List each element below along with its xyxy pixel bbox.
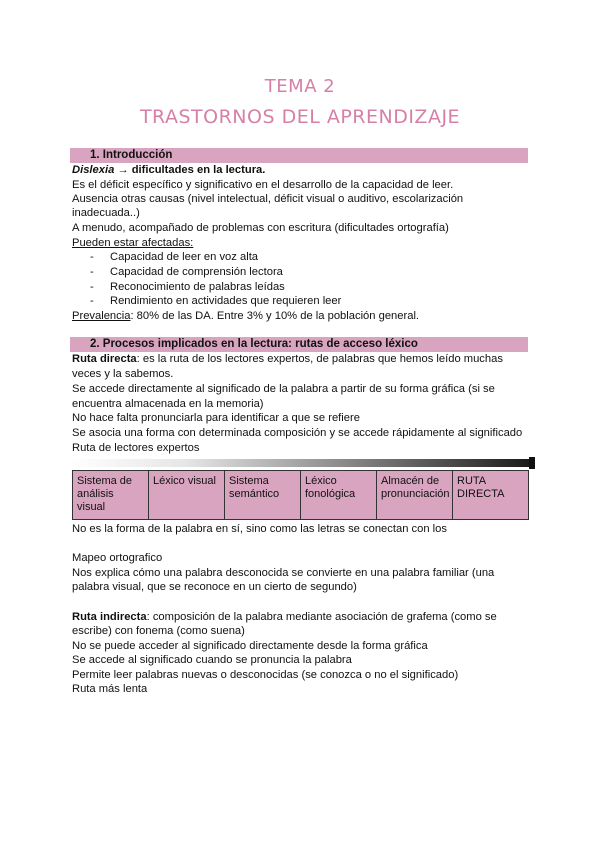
title-tema: TEMA 2 [264, 76, 336, 97]
list-dash: - [90, 251, 94, 263]
mapeo-line-2: palabra visual, que se reconoce en un cierto de segundo) [72, 581, 357, 593]
cell-text: análisis [77, 488, 114, 500]
list-item-text: Rendimiento en actividades que requieren leer [110, 295, 342, 307]
intro-line-1: Es el déficit específico y significativo en el desarrollo de la capacidad de leer. [72, 179, 454, 191]
list-item-text: Capacidad de leer en voz alta [110, 251, 259, 263]
table-cell-sistema-analisis [73, 471, 149, 520]
ruta-indirecta-line-6: Ruta más lenta [72, 683, 148, 695]
list-dash: - [90, 266, 94, 278]
after-table-line: No es la forma de la palabra en sí, sino como las letras se conectan con los [72, 523, 447, 535]
cell-text: Sistema [229, 475, 269, 487]
ruta-indirecta-line-2: escribe) con fonema (como suena) [72, 625, 245, 637]
prevalencia-label: Prevalencia [72, 310, 131, 322]
mapeo-line-1: Nos explica cómo una palabra desconocida se convierte en una palabra familiar (una [72, 567, 495, 579]
section-1-header [70, 148, 528, 163]
ruta-indirecta-line-3: No se puede acceder al significado directamente desde la forma gráfica [72, 640, 428, 652]
prevalencia-line [72, 309, 419, 323]
title-trastornos: TRASTORNOS DEL APRENDIZAJE [139, 106, 461, 128]
ruta-indirecta-line-4: Se accede al significado cuando se pronuncia la palabra [72, 654, 352, 666]
cell-text: Léxico visual [153, 475, 216, 487]
cell-text: RUTA [457, 475, 487, 487]
prevalencia-text: : 80% de las DA. Entre 3% y 10% de la población general. [130, 310, 420, 322]
cell-text: Sistema de [77, 475, 133, 487]
affected-heading: Pueden estar afectadas: [72, 237, 194, 249]
ruta-directa-line-5: No hace falta pronunciarla para identificar a que se refiere [72, 412, 360, 424]
arrow-end-marker [529, 457, 535, 469]
ruta-directa-line-3: Se accede directamente al significado de la palabra a partir de su forma gráfica (si se [72, 383, 495, 395]
section-2-heading: 2. Procesos implicados en la lectura: rutas de acceso léxico [90, 338, 418, 350]
list-item-text: Reconocimiento de palabras leídas [110, 281, 285, 293]
ruta-indirecta-label: Ruta indirecta [72, 611, 147, 623]
dislexia-line [72, 163, 265, 177]
section-2-header [70, 337, 528, 352]
ruta-directa-line-7: Ruta de lectores expertos [72, 442, 200, 454]
gradient-arrow-band [70, 459, 532, 467]
intro-line-2: Ausencia otras causas (nivel intelectual, déficit visual o auditivo, escolarización [72, 193, 464, 205]
list-dash: - [90, 281, 94, 293]
cell-text: visual [77, 501, 106, 513]
table-cell-sistema-semantico [225, 471, 301, 520]
list-item-text: Capacidad de comprensión lectora [110, 266, 283, 278]
ruta-directa-label: Ruta directa [72, 353, 137, 365]
route-table [72, 470, 529, 520]
cell-text: DIRECTA [457, 488, 505, 500]
mapeo-title: Mapeo ortografico [72, 552, 163, 564]
dislexia-definition: dificultades en la lectura. [128, 164, 266, 176]
cell-text: pronunciación [381, 488, 450, 500]
ruta-directa-line [72, 352, 503, 366]
table-cell-almacen [377, 471, 453, 520]
ruta-indirecta-line-5: Permite leer palabras nuevas o desconocidas (se conozca o no el significado) [72, 669, 459, 681]
cell-text: Léxico [305, 475, 337, 487]
table-row [73, 471, 529, 520]
ruta-directa-line-6: Se asocia una forma con determinada composición y se accede rápidamente al significado [72, 427, 523, 439]
ruta-indirecta-text: : composición de la palabra mediante asociación de grafema (como se [146, 611, 497, 623]
intro-line-4: A menudo, acompañado de problemas con escritura (dificultades ortografía) [72, 222, 449, 234]
list-dash: - [90, 295, 94, 307]
ruta-directa-line-4: encuentra almacenada en la memoria) [72, 398, 264, 410]
ruta-indirecta-line [72, 610, 497, 624]
dislexia-term: Dislexia → [72, 164, 129, 176]
table-cell-lexico-visual [149, 471, 225, 520]
section-1-heading: 1. Introducción [90, 149, 173, 161]
intro-line-3: inadecuada..) [72, 207, 140, 219]
cell-text: Almacén de [381, 475, 440, 487]
ruta-directa-line-2: veces y la sabemos. [72, 368, 174, 380]
cell-text: semántico [229, 488, 280, 500]
table-cell-ruta-directa [453, 471, 529, 520]
cell-text: fonológica [305, 488, 356, 500]
table-cell-lexico-fonologica [301, 471, 377, 520]
ruta-directa-text: : es la ruta de los lectores expertos, de palabras que hemos leído muchas [136, 353, 503, 365]
